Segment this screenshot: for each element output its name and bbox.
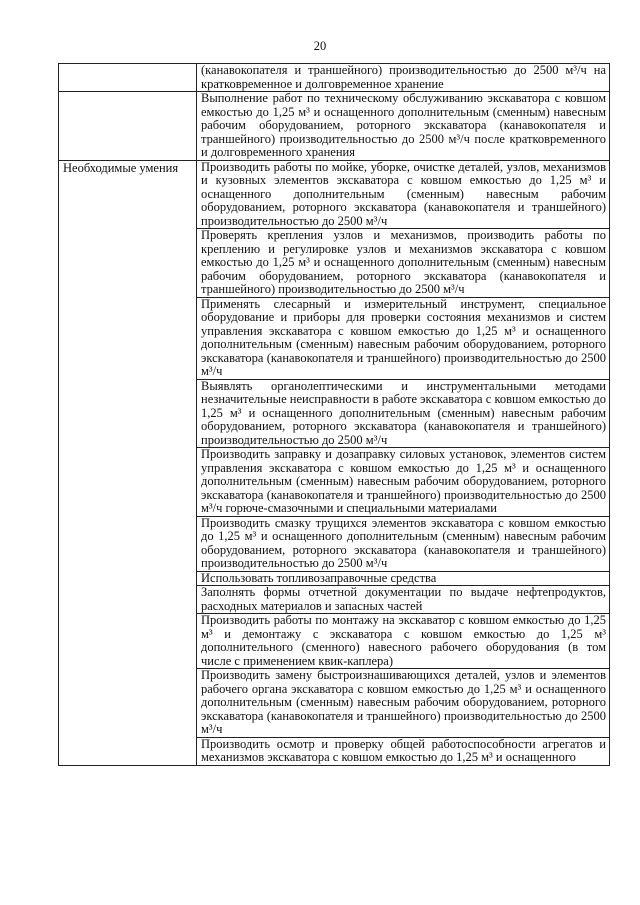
skill-cell: Производить заправку и дозаправку силовых установок, элементов систем управления экскаватора с ковшом емкостью до 1,25 м³ и оснащенного дополнительным (сменным) навесным рабочим оборудованием, роторного экскаватора (канавокопателя и траншейного) производительностью до 2500 м³/ч горюче-смазочными и специальными материалами [197,448,610,517]
skill-cell: Производить осмотр и проверку общей работоспособности агрегатов и механизмов экскаватора с ковшом емкостью до 1,25 м³ и оснащенного [197,737,610,765]
skill-cell: Заполнять формы отчетной документации по выдаче нефтепродуктов, расходных материалов и запасных частей [197,586,610,614]
skill-cell: Использовать топливозаправочные средства [197,571,610,586]
page-number: 20 [313,39,327,53]
skills-label-cell [59,160,197,765]
table-row [59,92,610,161]
empty-label-cell [59,64,197,92]
skill-cell: Выявлять органолептическими и инструментальными методами незначительные неисправности в работе экскаватора с ковшом емкостью до 1,25 м³ и оснащенного дополнительным (сменным) навесным рабочим оборудованием, роторного экскаватора (канавокопателя и траншейного) производительностью до 2500 м³/ч [197,379,610,448]
empty-label-cell [59,92,197,161]
skill-cell: Проверять крепления узлов и механизмов, производить работы по креплению и регулировке узлов и механизмов экскаватора с ковшом емкостью до 1,25 м³ и оснащенного дополнительным (сменным) навесным рабочим оборудованием, роторного экскаватора (канавокопателя и траншейного) производительностью до 2500 м³/ч [197,229,610,298]
skill-cell: Производить смазку трущихся элементов экскаватора с ковшом емкостью до 1,25 м³ и оснащенного дополнительным (сменным) навесным рабочим оборудованием, роторного экскаватора (канавокопателя и траншейного) производительностью до 2500 м³/ч [197,516,610,571]
skill-cell: Применять слесарный и измерительный инструмент, специальное оборудование и приборы для проверки состояния механизмов и систем управления экскаватора с ковшом емкостью до 1,25 м³ и оснащенного дополнительным (сменным) навесным рабочим оборудованием, роторного экскаватора (канавокопателя и траншейного) производительностью до 2500 м³/ч [197,297,610,379]
skill-cell: Производить замену быстроизнашивающихся деталей, узлов и элементов рабочего органа экскаватора с ковшом емкостью до 1,25 м³ и оснащенного дополнительным (сменным) навесным рабочим оборудованием, роторного экскаватора (канавокопателя и траншейного) производительностью до 2500 м³/ч [197,669,610,738]
skill-cell: Производить работы по мойке, уборке, очистке деталей, узлов, механизмов и кузовных элементов экскаватора с ковшом емкостью до 1,25 м³ и оснащенного дополнительным (сменным) навесным рабочим оборудованием, роторного экскаватора (канавокопателя и траншейного) производительностью до 2500 м³/ч [197,160,610,229]
competency-table [58,63,610,766]
skill-cell: Производить работы по монтажу на экскаватор с ковшом емкостью до 1,25 м³ и демонтажу с экскаватора с ковшом емкостью до 1,25 м³ дополнительного (сменного) навесного рабочего оборудования (в том числе с применением квик-каплера) [197,614,610,669]
table-row [59,160,610,229]
table-cell-text: (канавокопателя и траншейного) производительностью до 2500 м³/ч на кратковременное и долговременное хранение [197,64,610,92]
skills-label: Необходимые умения [63,160,179,175]
table-cell-text: Выполнение работ по техническому обслуживанию экскаватора с ковшом емкостью до 1,25 м³ и оснащенного дополнительным (сменным) навесным рабочим оборудованием, роторного экскаватора (канавокопателя и траншейного) производительностью до 2500 м³/ч после кратковременного и долговременного хранения [197,92,610,161]
table-row [59,64,610,92]
